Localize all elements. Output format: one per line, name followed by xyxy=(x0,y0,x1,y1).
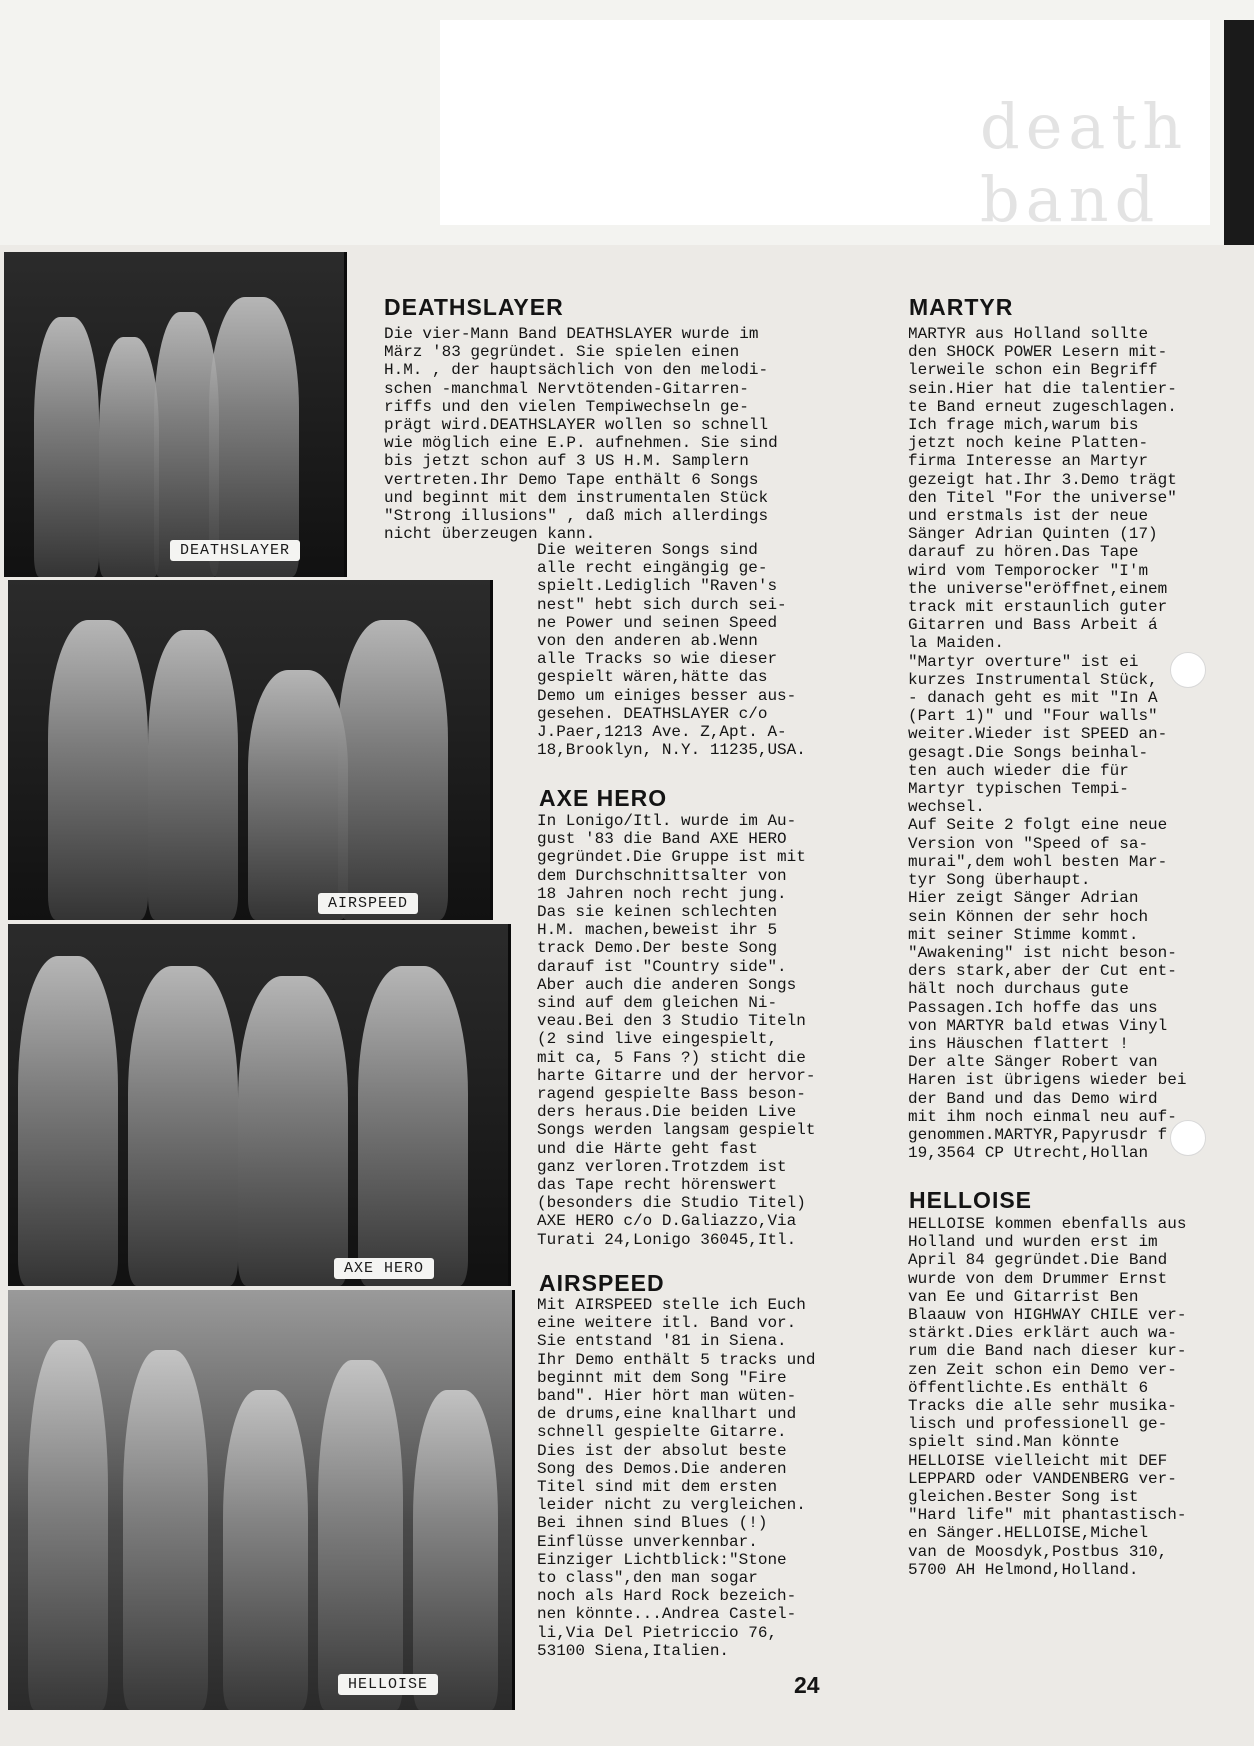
photo-caption-deathslayer: DEATHSLAYER xyxy=(170,540,300,561)
article-deathslayer-top: Die vier-Mann Band DEATHSLAYER wurde im März '83 gegründet. Sie spielen einen H.M. , der hauptsächlich von den melodi- schen -manchmal Nervtötenden-Gitarren- riffs und den vielen Tempiwechseln ge- prägt wird.DEATHSLAYER wollen so schnell wie möglich eine E.P. aufnehmen. Sie sind bis jetzt schon auf 3 US H.M. Samplern vertreten.Ihr Demo Tape enthält 6 Songs und beginnt mit dem instrumentalen Stück "Strong illusions" , daß mich allerdings nicht überzeugen kann. xyxy=(384,325,778,544)
page-edge-shadow xyxy=(1224,20,1254,250)
band-figures xyxy=(4,252,344,577)
photo-axe-hero xyxy=(8,924,511,1286)
photo-caption-axe-hero: AXE HERO xyxy=(334,1258,434,1279)
heading-deathslayer: DEATHSLAYER xyxy=(384,294,564,320)
header-ghost-lettering: death band xyxy=(980,90,1189,236)
heading-airspeed: AIRSPEED xyxy=(539,1270,665,1296)
band-figures xyxy=(8,580,490,920)
band-figures xyxy=(8,1290,512,1710)
heading-martyr: MARTYR xyxy=(909,294,1014,320)
punch-hole-top xyxy=(1170,652,1206,688)
page-number: 24 xyxy=(794,1672,820,1698)
header-bleed-through xyxy=(0,0,1254,245)
photo-caption-helloise: HELLOISE xyxy=(338,1674,438,1695)
photo-caption-airspeed: AIRSPEED xyxy=(318,893,418,914)
article-helloise: HELLOISE kommen ebenfalls aus Holland und wurden erst im April 84 gegründet.Die Band wurde von dem Drummer Ernst van Ee und Gitarrist Ben Blaauw von HIGHWAY CHILE ver- stärkt.Dies erklärt auch wa- rum die Band nach dieser kur- zen Zeit schon ein Demo ver- öffentlichte.Es enthält 6 Tracks die alle sehr musika- lisch und professionell ge- spielt sind.Man könnte HELLOISE vielleicht mit DEF LEPPARD oder VANDENBERG ver- gleichen.Bester Song ist "Hard life" mit phantastisch- en Sänger.HELLOISE,Michel van de Moosdyk,Postbus 310, 5700 AH Helmond,Holland. xyxy=(908,1215,1187,1579)
article-martyr: MARTYR aus Holland sollte den SHOCK POWER Lesern mit- lerweile schon ein Begriff sein.Hier hat die talentier- te Band erneut zugeschlagen. Ich frage mich,warum bis jetzt noch keine Platten- firma Interesse an Martyr gezeigt hat.Ihr 3.Demo trägt den Titel "For the universe" und erstmals ist der neue Sänger Adrian Quinten (17) darauf zu hören.Das Tape wird vom Temporocker "I'm the universe"eröffnet,einem track mit erstaunlich guter Gitarren und Bass Arbeit á la Maiden. "Martyr overture" ist ei kurzes Instrumental Stück, - danach geht es mit "In A (Part 1)" und "Four walls" weiter.Wieder ist SPEED an- gesagt.Die Songs beinhal- ten auch wieder die für Martyr typischen Tempi- wechsel. Auf Seite 2 folgt eine neue Version von "Speed of sa- murai",dem wohl besten Mar- tyr Song überhaupt. Hier zeigt Sänger Adrian sein Können der sehr hoch mit seiner Stimme kommt. "Awakening" ist nicht beson- ders stark,aber der Cut ent- hält noch durchaus gute Passagen.Ich hoffe das uns von MARTYR bald etwas Vinyl ins Häuschen flattert ! Der alte Sänger Robert van Haren ist übrigens wieder bei der Band und das Demo wird mit ihm noch einmal neu auf- genommen.MARTYR,Papyrusdr f 19,3564 CP Utrecht,Hollan xyxy=(908,325,1187,1163)
band-figures xyxy=(8,924,508,1286)
article-deathslayer-bottom: Die weiteren Songs sind alle recht eingängig ge- spielt.Lediglich "Raven's nest" hebt sich durch sei- ne Power und seinen Speed von den anderen ab.Wenn alle Tracks so wie dieser gespielt wären,hätte das Demo um einiges besser aus- gesehen. DEATHSLAYER c/o J.Paer,1213 Ave. Z,Apt. A- 18,Brooklyn, N.Y. 11235,USA. xyxy=(537,541,806,760)
photo-airspeed xyxy=(8,580,493,920)
photo-helloise xyxy=(8,1290,515,1710)
header-blank-area xyxy=(440,20,1210,236)
article-axe-hero: In Lonigo/Itl. wurde im Au- gust '83 die Band AXE HERO gegründet.Die Gruppe ist mit dem Durchschnittsalter von 18 Jahren noch recht jung. Das sie keinen schlechten H.M. machen,beweist ihr 5 track Demo.Der beste Song darauf ist "Country side". Aber auch die anderen Songs sind auf dem gleichen Ni- veau.Bei den 3 Studio Titeln (2 sind live eingespielt, mit ca, 5 Fans ?) sticht die harte Gitarre und der hervor- ragend gespielte Bass beson- ders heraus.Die beiden Live Songs werden langsam gespielt und die Härte geht fast ganz verloren.Trotzdem ist das Tape recht hörenswert (besonders die Studio Titel) AXE HERO c/o D.Galiazzo,Via Turati 24,Lonigo 36045,Itl. xyxy=(537,812,816,1249)
heading-axe-hero: AXE HERO xyxy=(539,785,668,811)
punch-hole-bottom xyxy=(1170,1120,1206,1156)
article-airspeed: Mit AIRSPEED stelle ich Euch eine weitere itl. Band vor. Sie entstand '81 in Siena. Ihr Demo enthält 5 tracks und beginnt mit dem Song "Fire band". Hier hört man wüten- de drums,eine knallhart und schnell gespielte Gitarre. Dies ist der absolut beste Song des Demos.Die anderen Titel sind mit dem ersten leider nicht zu vergleichen. Bei ihnen sind Blues (!) Einflüsse unverkennbar. Einziger Lichtblick:"Stone to class",den man sogar noch als Hard Rock bezeich- nen könnte...Andrea Castel- li,Via Del Pietriccio 76, 53100 Siena,Italien. xyxy=(537,1296,816,1660)
heading-helloise: HELLOISE xyxy=(909,1187,1033,1213)
photo-deathslayer xyxy=(4,252,347,577)
